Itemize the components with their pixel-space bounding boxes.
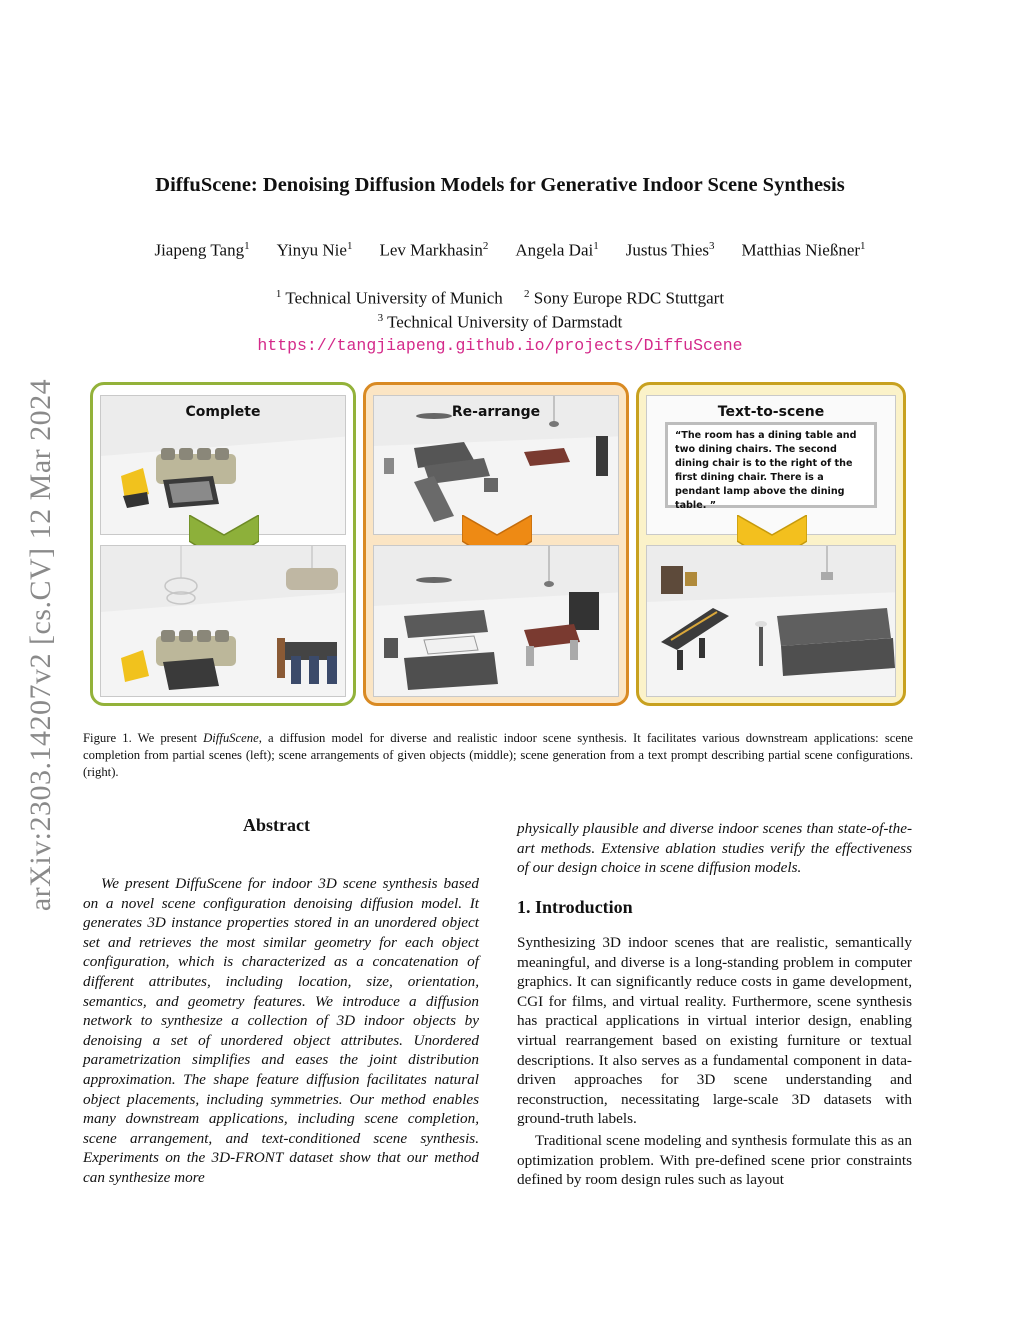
project-link[interactable]: https://tangjiapeng.github.io/projects/DiffuScene — [257, 336, 743, 355]
author: Angela Dai$^1$ — [515, 240, 599, 260]
author: Lev Markhasin$^2$ — [379, 240, 489, 260]
abstract-heading: Abstract — [243, 815, 310, 835]
introduction-body — [517, 933, 912, 1190]
text-prompt: “The room has a dining table and two dining chairs. The second dining chair is to the right of the first dining chair. There is a pendant lamp above the dining table. ” — [665, 422, 877, 508]
panel-text-to-scene — [636, 382, 906, 706]
scene-input-image — [100, 395, 346, 535]
figure-caption: Figure 1. We present DiffuScene, a diffusion model for diverse and realistic indoor scene synthesis. It facilitates various downstream applications: scene completion from partial scenes (left); scene arrangements of given objects (middle); scene generation from a text prompt describing partial scene configurations. (right). — [83, 731, 914, 779]
abstract-continuation: physically plausible and diverse indoor scenes than state-of-the-art methods. Extensive ablation studies verify the effectiveness of our design choice in scene diffusion models. — [517, 820, 912, 877]
scene-input-image — [373, 395, 619, 535]
panel-label: Text-to-scene — [717, 404, 825, 420]
generated-scene-render — [647, 546, 896, 696]
paragraph: Synthesizing 3D indoor scenes that are realistic, semantically meaningful, and diverse is a long-standing problem in computer graphics. It can significantly reduce costs in game development, CGI for films, and virtual reality. Furthermore, scene synthesis has practical applications in virtual interior design, enabling virtual rearrangement based on existing furniture or textual descriptions. It also serves as a fundamental component in data-driven approaches for 3D scene understanding and reconstruction, necessitating large-scale 3D datasets with ground-truth labels. — [517, 934, 912, 1128]
affiliation-line: $^3$ Technical University of Darmstadt — [377, 312, 623, 332]
affiliation-line: $^1$ Technical University of Munich $^2$ Sony Europe RDC Stuttgart — [275, 288, 725, 308]
panel-complete — [90, 382, 356, 706]
scene-input-prompt — [646, 395, 896, 535]
scene-output-image — [100, 545, 346, 697]
introduction-heading: 1. Introduction — [517, 897, 633, 917]
scene-output-image — [373, 545, 619, 697]
author: Yinyu Nie$^1$ — [276, 240, 353, 260]
panel-label: Complete — [185, 404, 261, 420]
author: Jiapeng Tang$^1$ — [154, 240, 250, 260]
paragraph: Traditional scene modeling and synthesis formulate this as an optimization problem. With pre-defined scene prior constraints defined by room design rules such as layout — [517, 1131, 912, 1189]
author: Justus Thies$^3$ — [625, 240, 715, 260]
author-list — [60, 240, 960, 261]
arxiv-stamp: arXiv:2303.14207v2 [cs.CV] 12 Mar 2024 — [24, 378, 57, 912]
scene-output-image — [646, 545, 896, 697]
completed-scene-render — [101, 546, 346, 696]
panel-label: Re-arrange — [451, 404, 541, 420]
author: Matthias Nießner$^1$ — [741, 240, 866, 260]
paper-title: DiffuScene: Denoising Diffusion Models for Generative Indoor Scene Synthesis — [155, 174, 845, 196]
panel-rearrange — [363, 382, 629, 706]
abstract-body: We present DiffuScene for indoor 3D scene synthesis based on a novel scene configuration denoising diffusion model. It generates 3D instance properties stored in an unordered object set and retrieves the most similar geometry for each object configuration, which is characterized as a concatenation of different attributes, including location, size, orientation, semantics, and geometry features. We introduce a diffusion network to synthesize a collection of 3D indoor objects by denoising a set of unordered object attributes. Unordered parametrization simplifies and eases the joint distribution approximation. The shape feature diffusion facilitates natural object placements, including symmetries. Our method enables many downstream applications, including scene completion, scene arrangement, and text-conditioned scene synthesis. Experiments on the 3D-FRONT dataset show that our method can synthesize more — [83, 875, 479, 1186]
rearranged-scene-render — [374, 546, 619, 696]
teaser-figure — [90, 382, 906, 708]
